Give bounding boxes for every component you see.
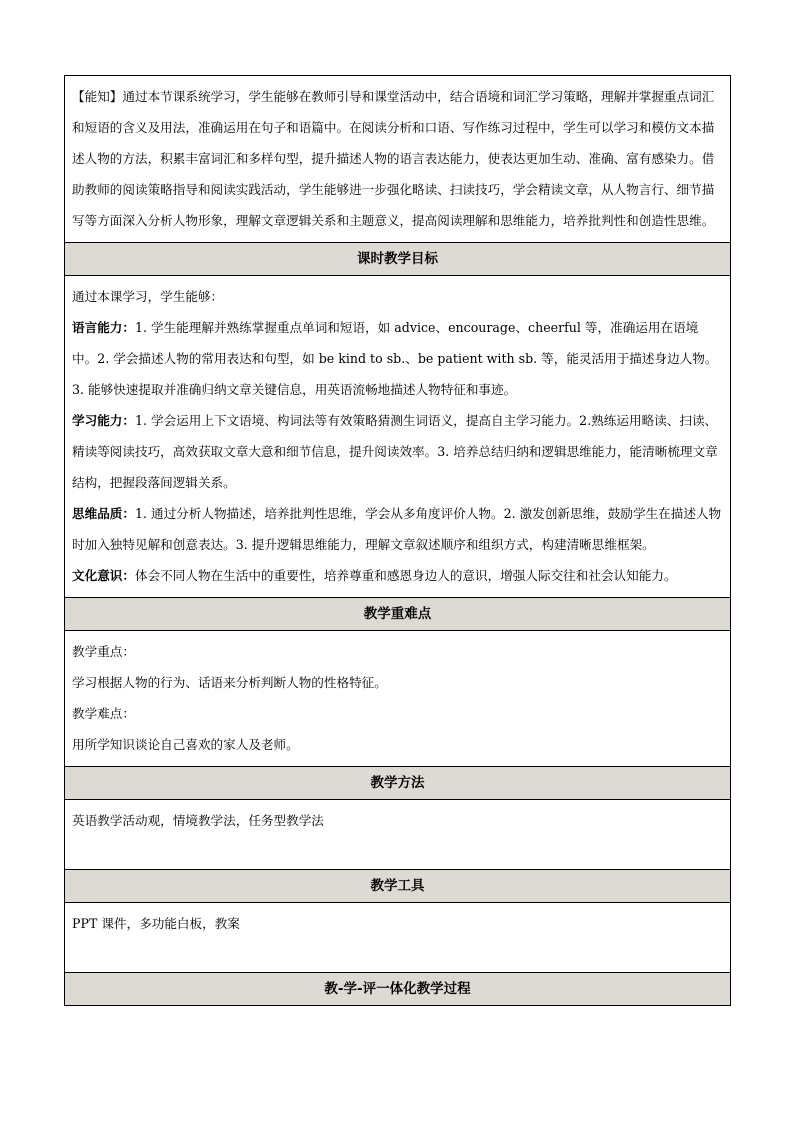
objective-label: 语言能力： bbox=[72, 320, 135, 335]
methods-header-row bbox=[65, 767, 731, 800]
objective-label: 学习能力： bbox=[72, 413, 135, 428]
tools-header-row bbox=[65, 870, 731, 903]
objective-text: 1. 通过分析人物描述，培养批判性思维，学会从多角度评价人物。2. 激发创新思维，鼓励学生在描述人物时加入独特见解和创意表达。3. 提升逻辑思维能力，理解文章叙述顺序和组织方式，构建清晰思维框架。 bbox=[72, 506, 722, 552]
objectives-cell bbox=[65, 276, 731, 598]
objective-text: 1. 学生能理解并熟练掌握重点单词和短语，如 advice、encourage、cheerful 等，准确运用在语境中。2. 学会描述人物的常用表达和句型，如 be kind to sb.、be patient with sb. 等，能灵活用于描述身边人物。3. 能够快速提取并准确归纳文章关键信息，用英语流畅地描述人物特征和事迹。 bbox=[72, 320, 718, 397]
difficulties-header-row bbox=[65, 598, 731, 631]
tools-text: PPT 课件，多功能白板，教案 bbox=[72, 916, 240, 931]
difficulties-row bbox=[65, 631, 731, 767]
objective-label: 文化意识： bbox=[72, 568, 135, 583]
objective-thinking bbox=[72, 498, 723, 560]
objectives-lead: 通过本课学习，学生能够： bbox=[72, 289, 224, 304]
intro-text: 通过本节课系统学习，学生能够在教师引导和课堂活动中，结合语境和词汇学习策略，理解并掌握重点词汇和短语的含义及用法，准确运用在句子和语篇中。在阅读分析和口语、写作练习过程中，学生可以学习和模仿文本描述人物的方法，积累丰富词汇和多样句型，提升描述人物的语言表达能力，使表达更加生动、准确、富有感染力。借助教师的阅读策略指导和阅读实践活动，学生能够进一步强化略读、扫读技巧，学会精读文章，从人物言行、细节描写等方面深入分析人物形象，理解文章逻辑关系和主题意义，提高阅读理解和思维能力，培养批判性和创造性思维。 bbox=[72, 89, 715, 228]
tools-cell bbox=[65, 903, 731, 973]
tools-row bbox=[65, 903, 731, 973]
intro-tag: 【能知】 bbox=[72, 89, 123, 104]
process-header-row bbox=[65, 973, 731, 1006]
difficult-point-text: 用所学知识谈论自己喜欢的家人及老师。 bbox=[72, 737, 299, 752]
objective-label: 思维品质： bbox=[72, 506, 135, 521]
key-point-text: 学习根据人物的行为、话语来分析判断人物的性格特征。 bbox=[72, 675, 387, 690]
objective-text: 1. 学会运用上下文语境、构词法等有效策略猜测生词语义，提高自主学习能力。2.熟练运用略读、扫读、精读等阅读技巧，高效获取文章大意和细节信息，提升阅读效率。3. 培养总结归纳和逻辑思维能力，能清晰梳理文章结构，把握段落间逻辑关系。 bbox=[72, 413, 718, 490]
tools-heading: 教学工具 bbox=[65, 870, 731, 903]
objectives-heading: 课时教学目标 bbox=[65, 243, 731, 276]
objective-learning bbox=[72, 405, 723, 498]
objectives-header-row bbox=[65, 243, 731, 276]
methods-heading: 教学方法 bbox=[65, 767, 731, 800]
difficult-point-label: 教学难点： bbox=[72, 706, 135, 721]
process-heading: 教-学-评一体化教学过程 bbox=[65, 973, 731, 1006]
difficulties-cell bbox=[65, 631, 731, 767]
objectives-row bbox=[65, 276, 731, 598]
lesson-plan-table bbox=[64, 75, 731, 1006]
intro-cell bbox=[65, 76, 731, 243]
methods-row bbox=[65, 800, 731, 870]
difficulties-heading: 教学重难点 bbox=[65, 598, 731, 631]
objective-language bbox=[72, 312, 723, 405]
methods-cell bbox=[65, 800, 731, 870]
objective-text: 体会不同人物在生活中的重要性，培养尊重和感恩身边人的意识，增强人际交往和社会认知能力。 bbox=[134, 568, 677, 583]
intro-row bbox=[65, 76, 731, 243]
intro-paragraph bbox=[72, 81, 723, 236]
methods-text: 英语教学活动观，情境教学法，任务型教学法 bbox=[72, 813, 324, 828]
objective-culture bbox=[72, 560, 723, 591]
key-point-label: 教学重点： bbox=[72, 644, 135, 659]
